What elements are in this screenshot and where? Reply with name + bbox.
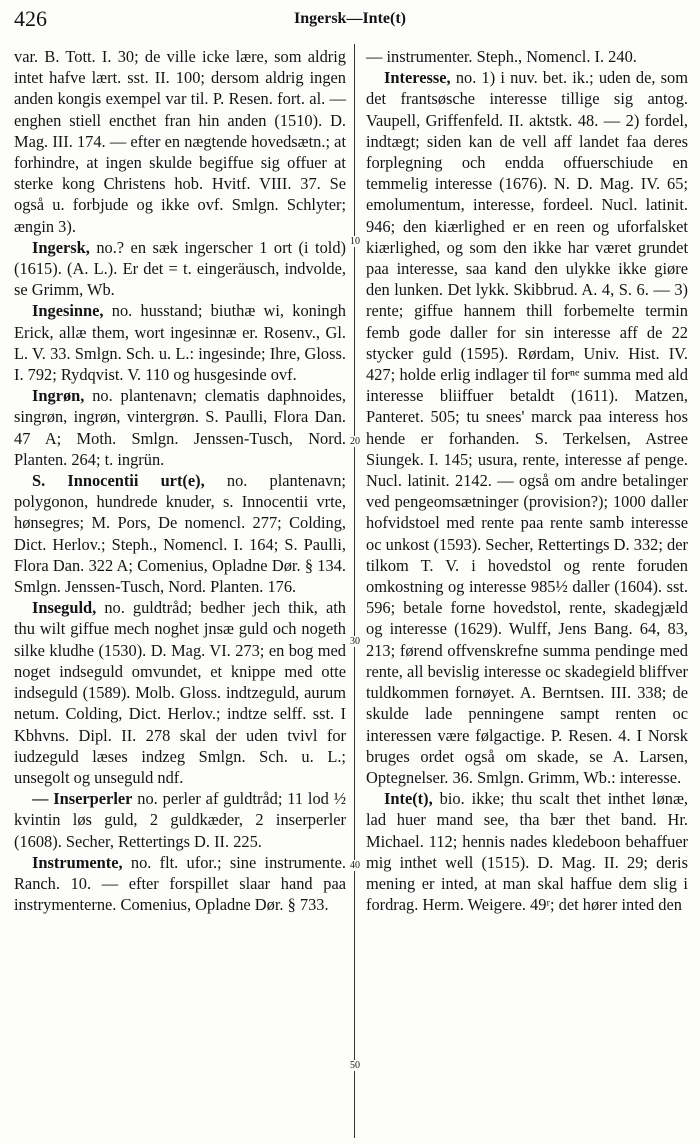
dictionary-entry bbox=[366, 788, 688, 915]
entry-text: no. husstand; biuthæ wi, koningh Erick, allæ them, wort ingesinnæ er. Rosenv., Gl. L. V. 33. Smlgn. Sch. u. L.: ingesinde; Ihre, Gloss. I. 792; Rydqvist. V. 110 og husgesinde ovf. bbox=[14, 301, 346, 385]
line-number-40: 40 bbox=[350, 860, 360, 871]
dictionary-entry bbox=[14, 385, 346, 470]
entry-text: no. perler af guldtråd; 11 lod ½ kvintin løs guld, 2 guldkæder, 2 inserperler (1608). Secher, Rettertings D. II. 225. bbox=[14, 789, 346, 851]
entry-headword: Interesse, bbox=[384, 68, 451, 88]
entry-text: no. guldtråd; bedher jech thik, ath thu wilt giffue mech noghet jnsæ guld och nogeth silke kludhe (1530). D. Mag. VI. 273; en bog med noget indseguld omvundet, et knippe med otte indseguld (1589). Molb. Gloss. indtzeguld, aurum netum. Colding, Dict. Herlov.; indtze selff. sst. I Kbhvns. Dipl. II. 278 skal der uden tvivl for iudzeguld læses indzeg Smlgn. Sch. u. L.; unsegolt og unseguld ndf. bbox=[14, 598, 346, 787]
entry-headword: Ingesinne, bbox=[32, 301, 104, 321]
entry-text: no. 1) i nuv. bet. ik.; uden de, som det frantsøsche interesse tillige sig antog. Vaupell, Griffenfeld. II. aktstk. 48. — 2) fordel, indtægt; siden kan de vell aff landet faa deres forplegning och endda offuerschiude en temmelig interesse (1676). N. D. Mag. IV. 65; emolumentum, interesse, fordeel. Nucl. latinit. 946; den kiærlighed er en reen og uforfalsket kiærlighed, og som den ikke har været grundet paa interesse, saa kand den ulykke ikke giøre den lunken. Det lykk. Skibbrud. A. 4, S. 6. — 3) rente; giffue hannem thill forbemelte termin femb gode daller for sin interesse aff de 22 stycker guld (1595). Rørdam, Univ. Hist. IV. 427; holde erlig indlager til forⁿᵉ summa med ald interesse bliiffuer betaldt (1611). Matzen, Panteret. 505; tu snees' marck paa interess hos hende er forhanden. S. Terkelsen, Astree Siungek. I. 145; usura, rente, interesse af penge. Nucl. latinit. 2142. — også om andre betalinger ved pengeomsætninger (provision?); 1000 daller hofvidstoel med rente paa rente samb interesse oc unkost (1593). Secher, Rettertings D. 332; der tilkom T. V. i hovedstol og rente foruden omkostning og interesse 985½ daller (1604). sst. 596; betale forne hovedstol, rente, skadegjæld og interesse (1629). Wulff, Jens Bang. 64, 83, 213; førend offvenskrefne summa pendinge med rente, all bevislig interesse oc skadegield bliffver tuldkommen fornøyet. A. Berntsen. III. 338; de skulde lade penningene sampt renten oc interessen være følgactige. P. Resen. 4. I Norsk bruges ordet også om skade, se A. Larsen, Optegnelser. 36. Smlgn. Grimm, Wb.: interesse. bbox=[366, 68, 688, 787]
dictionary-entry bbox=[14, 470, 346, 597]
entry-text: no. plantenavn; polygonon, hundrede knuder, s. Innocentii vrte, hønsegres; M. Pors, De nomencl. 277; Colding, Dict. Herlov.; Steph., Nomencl. I. 164; S. Paulli, Flora Dan. 322 A; Comenius, Opladne Dør. § 134. Smlgn. Jenssen-Tusch, Nord. Planten. 176. bbox=[14, 471, 346, 597]
entry-headword: Instrumente, bbox=[32, 852, 123, 872]
entry-headword: Ingrøn, bbox=[32, 386, 85, 406]
dictionary-entry bbox=[14, 788, 346, 852]
line-number-50: 50 bbox=[350, 1060, 360, 1071]
right-column bbox=[366, 46, 688, 915]
entry-text: bio. ikke; thu scalt thet inthet lønæ, lad huer mand see, tha bær thet band. Hr. Michael. 112; hennis nades kledeboon behaffuer mig inthet well (1515). D. Mag. II. 29; deris mening er inted, at man skal haffue dem slig i fordrag. Herm. Weigere. 49ʳ; det hører inted den bbox=[366, 789, 688, 915]
column-divider bbox=[354, 44, 355, 1138]
line-number-10: 10 bbox=[350, 236, 360, 247]
entry-headword: Inte(t), bbox=[384, 789, 433, 809]
entry-headword: Ingersk, bbox=[32, 237, 90, 257]
continued-paragraph: var. B. Tott. I. 30; de ville icke lære, som aldrig intet hafve lært. sst. II. 100; dersom aldrig ingen anden kongis exempel var til. P. Resen. fort. al. — enghen stiell encthet fran hin anden (1510). D. Mag. III. 174. — efter en nægtende hovedsætn.; at forhindre, at ingen skulde begiffue sig offuer at sterke kong Christens hob. Hvitf. VIII. 37. Se også u. forbjude og ikke ovf. Smlgn. Schlyter; ængin 3). bbox=[14, 47, 346, 236]
page-header bbox=[14, 4, 686, 38]
dictionary-entry bbox=[366, 67, 688, 788]
continued-paragraph: — instrumenter. Steph., Nomencl. I. 240. bbox=[366, 47, 637, 66]
entry-text: no. flt. ufor.; sine instrumente. Ranch. 10. — efter forspillet slaar hand paa instrymenterne. Comenius, Opladne Dør. § 733. bbox=[14, 852, 346, 915]
entry-headword: S. Innocentii urt(e), bbox=[32, 471, 205, 491]
entry-text: no.? en sæk ingerscher 1 ort (i told) (1615). (A. L.). Er det = t. eingeräusch, indvolde, se Grimm, Wb. bbox=[14, 237, 346, 300]
entry-text: no. plantenavn; clematis daphnoides, singrøn, ingrøn, vintergrøn. S. Paulli, Flora Dan. 47 A; Moth. Smlgn. Jenssen-Tusch, Nord. Planten. 264; t. ingrün. bbox=[14, 386, 346, 469]
dictionary-entry bbox=[14, 300, 346, 385]
line-number-20: 20 bbox=[350, 436, 360, 447]
entry-headword: Inseguld, bbox=[32, 598, 97, 618]
dictionary-entry bbox=[14, 237, 346, 301]
dictionary-entry bbox=[14, 852, 346, 916]
page-number: 426 bbox=[14, 6, 47, 31]
running-head: Ingersk—Inte(t) bbox=[294, 10, 406, 27]
dictionary-entry bbox=[14, 597, 346, 788]
left-column bbox=[14, 46, 346, 915]
line-number-30: 30 bbox=[350, 636, 360, 647]
entry-headword: — Inserperler bbox=[32, 789, 133, 809]
